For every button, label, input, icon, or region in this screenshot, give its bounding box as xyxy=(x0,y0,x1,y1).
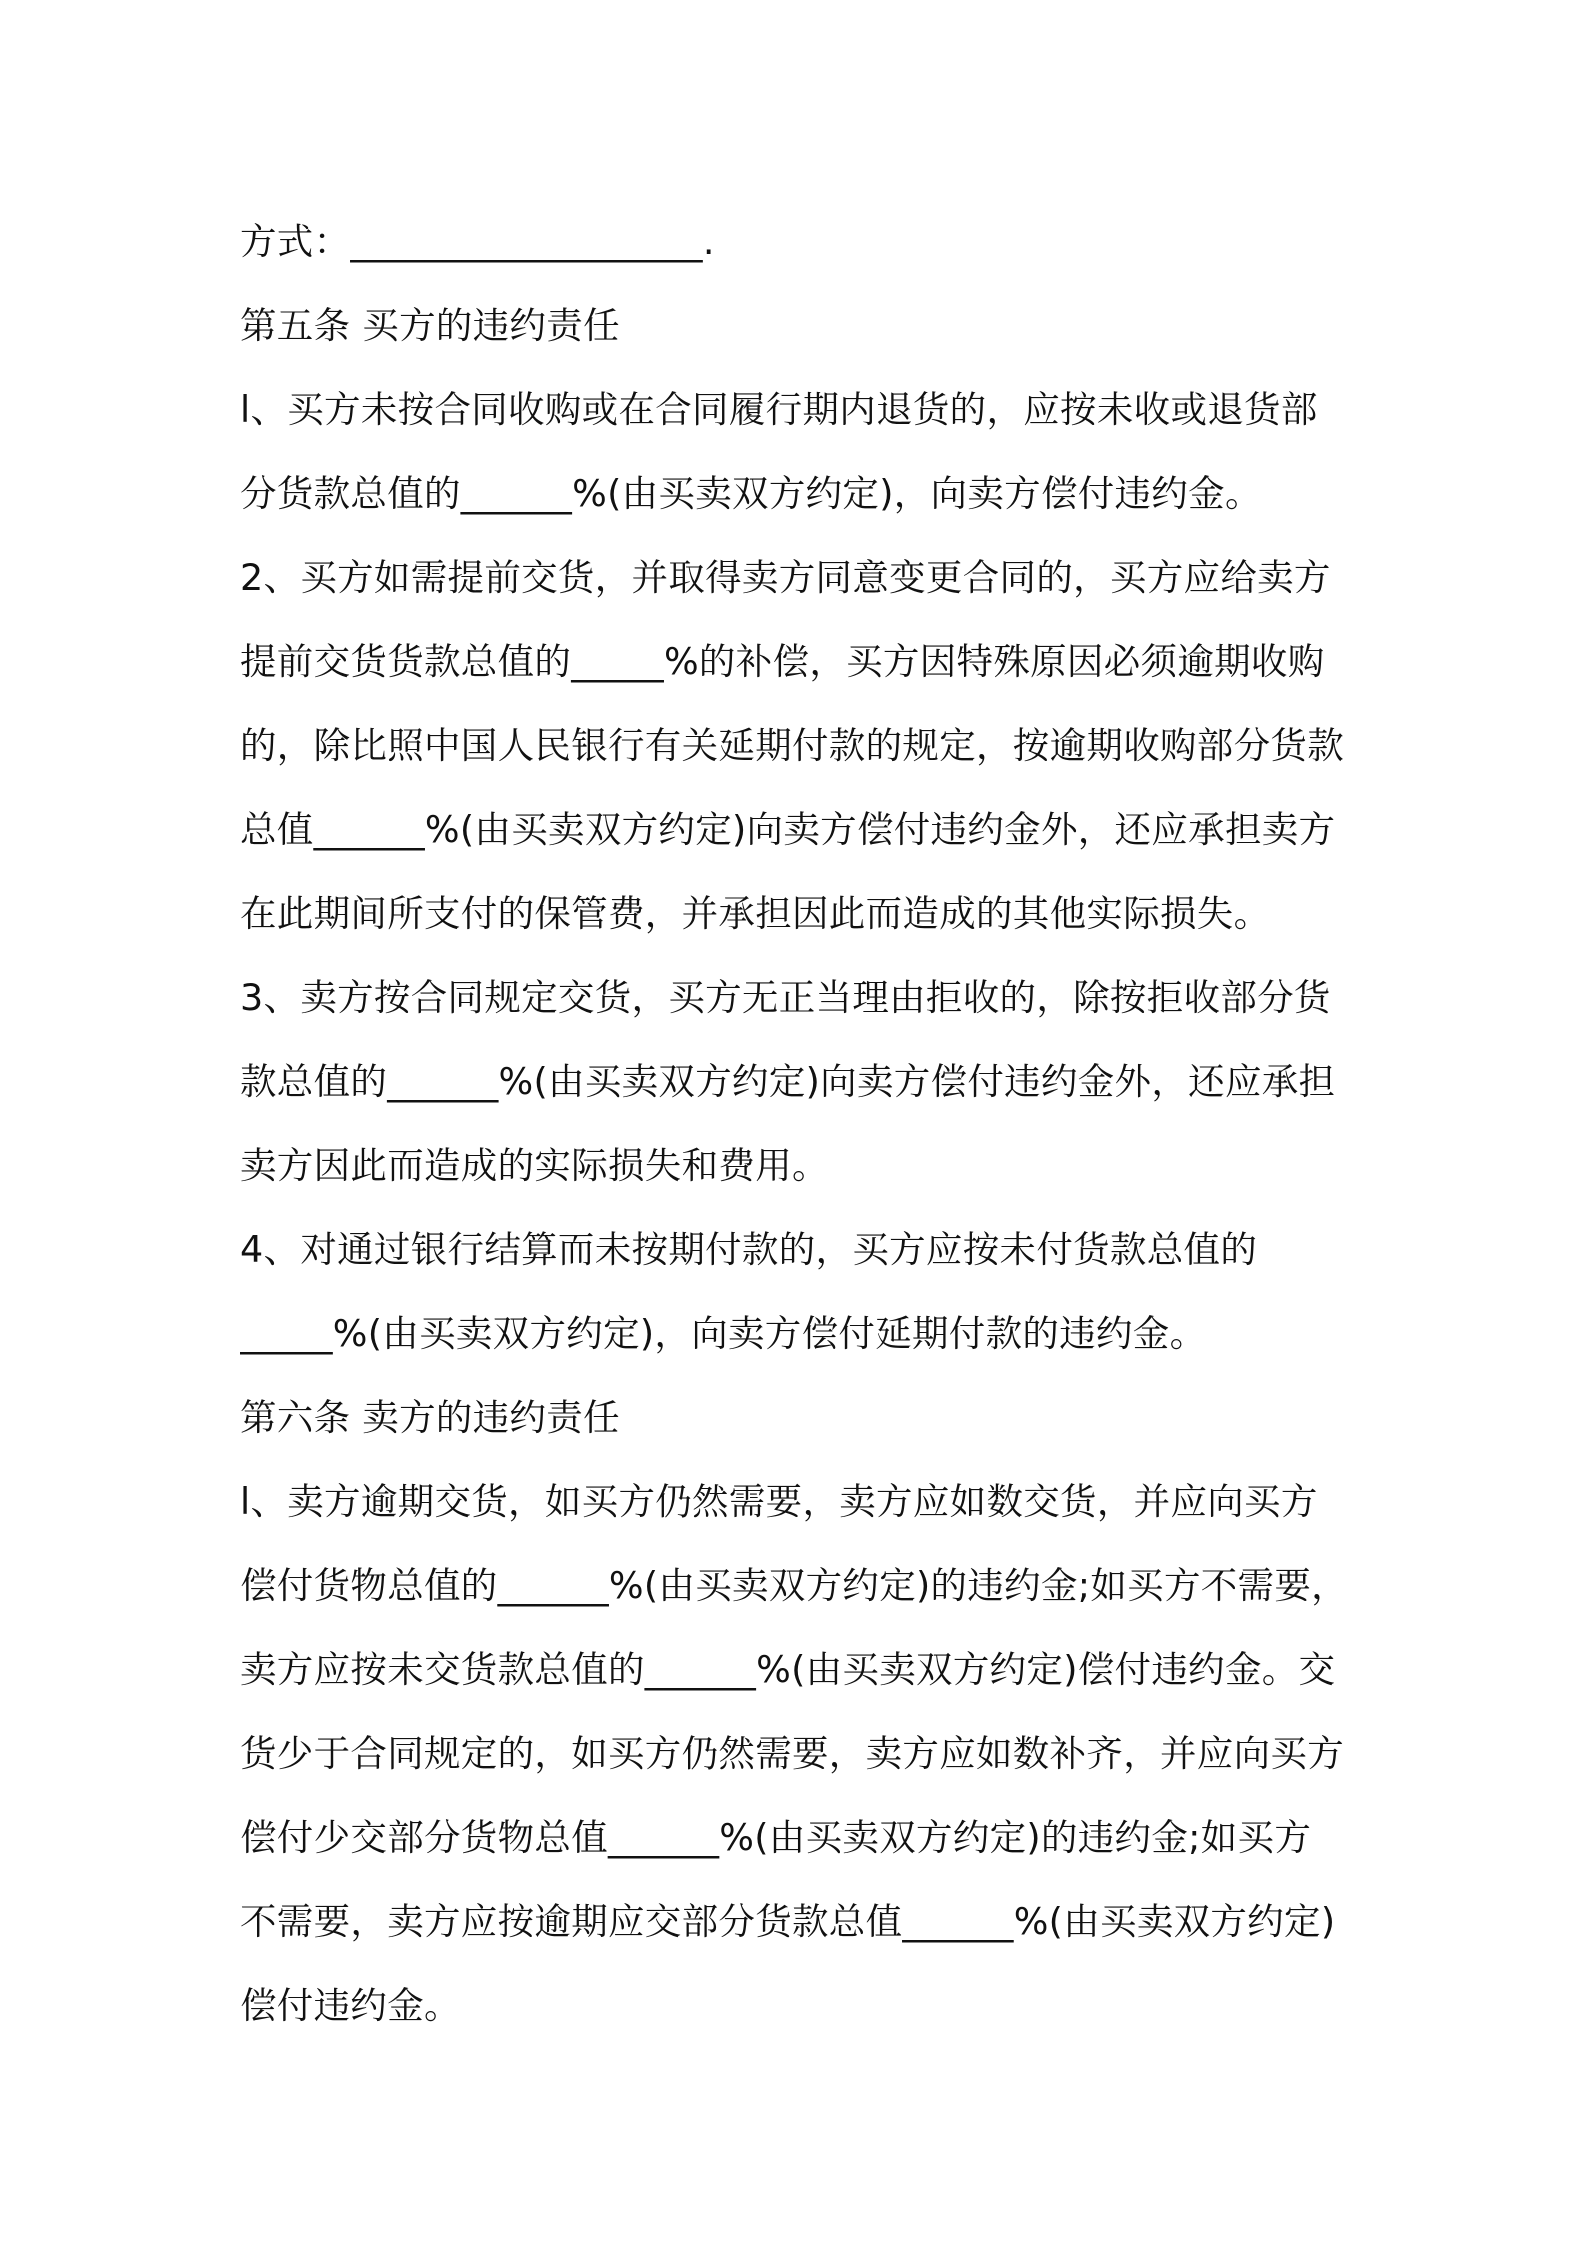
text-line: 货少于合同规定的，如买方仍然需要，卖方应如数补齐，并应向买方 xyxy=(240,1732,1344,1775)
text-line: _____%(由买卖双方约定)，向卖方偿付延期付款的违约金。 xyxy=(240,1312,1207,1355)
text-line: 不需要，卖方应按逾期应交部分货款总值______%(由买卖双方约定) xyxy=(240,1900,1336,1943)
document-body xyxy=(240,200,1360,2048)
text-line: 的，除比照中国人民银行有关延期付款的规定，按逾期收购部分货款 xyxy=(240,724,1344,767)
text-line: l、卖方逾期交货，如买方仍然需要，卖方应如数交货，并应向买方 xyxy=(240,1480,1318,1523)
text-line: 提前交货货款总值的_____%的补偿，买方因特殊原因必须逾期收购 xyxy=(240,640,1325,683)
text-line-payment-method: 方式：___________________. xyxy=(240,220,715,263)
text-line: 偿付违约金。 xyxy=(240,1984,461,2027)
text-line: 2、买方如需提前交货，并取得卖方同意变更合同的，买方应给卖方 xyxy=(240,556,1331,599)
text-line: 3、卖方按合同规定交货，买方无正当理由拒收的，除按拒收部分货 xyxy=(240,976,1331,1019)
text-line: 卖方应按未交货款总值的______%(由买卖双方约定)偿付违约金。交 xyxy=(240,1648,1336,1691)
text-line: 总值______%(由买卖双方约定)向卖方偿付违约金外，还应承担卖方 xyxy=(240,808,1336,851)
text-line: 偿付少交部分货物总值______%(由买卖双方约定)的违约金;如买方 xyxy=(240,1816,1312,1859)
text-line: 4、对通过银行结算而未按期付款的，买方应按未付货款总值的 xyxy=(240,1228,1258,1271)
section-heading-article-6: 第六条 卖方的违约责任 xyxy=(240,1396,620,1439)
text-line: 分货款总值的______%(由买卖双方约定)，向卖方偿付违约金。 xyxy=(240,472,1262,515)
text-line: 在此期间所支付的保管费，并承担因此而造成的其他实际损失。 xyxy=(240,892,1271,935)
text-line: l、买方未按合同收购或在合同履行期内退货的，应按未收或退货部 xyxy=(240,388,1318,431)
text-line: 款总值的______%(由买卖双方约定)向卖方偿付违约金外，还应承担 xyxy=(240,1060,1336,1103)
section-heading-article-5: 第五条 买方的违约责任 xyxy=(240,304,620,347)
text-line: 偿付货物总值的______%(由买卖双方约定)的违约金;如买方不需要， xyxy=(240,1564,1348,1607)
text-line: 卖方因此而造成的实际损失和费用。 xyxy=(240,1144,829,1187)
